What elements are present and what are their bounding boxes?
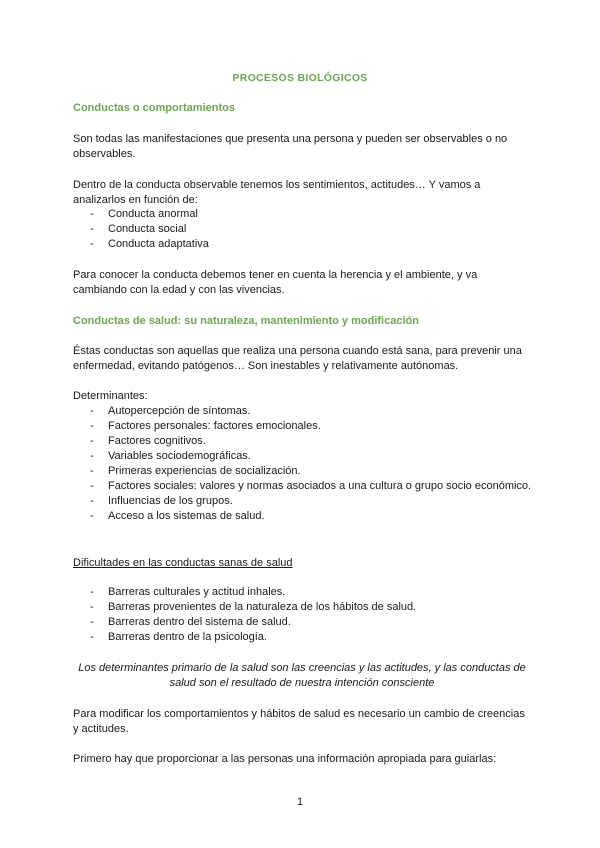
paragraph-definition: Son todas las manifestaciones que presenta una persona y pueden ser observables o no observables. — [73, 133, 508, 160]
list-item: - Conducta adaptativa — [73, 237, 533, 252]
difficulties-list — [73, 585, 533, 645]
list-item: - Influencias de los grupos. — [73, 494, 533, 509]
paragraph-primero: Primero hay que proporcionar a las personas una información apropiada para guiarlas: — [73, 753, 497, 765]
list-item: - Barreras dentro de la psicología. — [73, 630, 533, 645]
list-item: - Conducta anormal — [73, 207, 533, 222]
list-item: - Acceso a los sistemas de salud. — [73, 509, 533, 524]
paragraph-modificar: Para modificar los comportamientos y hábitos de salud es necesario un cambio de creencias y actitudes. — [73, 708, 525, 735]
list-item: - Autopercepción de síntomas. — [73, 404, 533, 419]
document-title: PROCESOS BIOLÓGICOS — [232, 72, 368, 84]
paragraph-herencia: Para conocer la conducta debemos tener en cuenta la herencia y el ambiente, y va cambiando con la edad y con las vivencias. — [73, 269, 478, 296]
list-item: - Barreras provenientes de la naturaleza de los hábitos de salud. — [73, 600, 533, 615]
section-heading-conductas: Conductas o comportamientos — [73, 102, 235, 114]
paragraph-conductas-sanas: Éstas conductas son aquellas que realiza una persona cuando está sana, para prevenir una enfermedad, evitando patógenos… Son inestables y relativamente autónomas. — [73, 345, 522, 372]
list-item: - Factores personales: factores emocionales. — [73, 419, 533, 434]
list-item: - Barreras dentro del sistema de salud. — [73, 615, 533, 630]
determinants-label: Determinantes: — [73, 390, 148, 402]
section-heading-conductas-salud: Conductas de salud: su naturaleza, mantenimiento y modificación — [73, 315, 419, 327]
conduct-type-list — [73, 207, 533, 252]
list-item: - Variables sociodemográficas. — [73, 449, 533, 464]
page-number: 1 — [296, 796, 304, 808]
list-item: - Primeras experiencias de socialización. — [73, 464, 533, 479]
paragraph-observable: Dentro de la conducta observable tenemos los sentimientos, actitudes… Y vamos a analizarlos en función de: — [73, 179, 481, 206]
list-item: - Barreras culturales y actitud inhales. — [73, 585, 533, 600]
list-item: - Conducta social — [73, 222, 533, 237]
italic-quote: Los determinantes primario de la salud son las creencias y las actitudes, y las conductas de salud son el resultado de nuestra intención consciente — [78, 662, 526, 689]
determinants-list — [73, 404, 533, 524]
list-item: - Factores sociales: valores y normas asociados a una cultura o grupo socio económico. — [73, 479, 533, 494]
list-item: - Factores cognitivos. — [73, 434, 533, 449]
difficulties-heading: Dificultades en las conductas sanas de salud — [73, 557, 293, 569]
